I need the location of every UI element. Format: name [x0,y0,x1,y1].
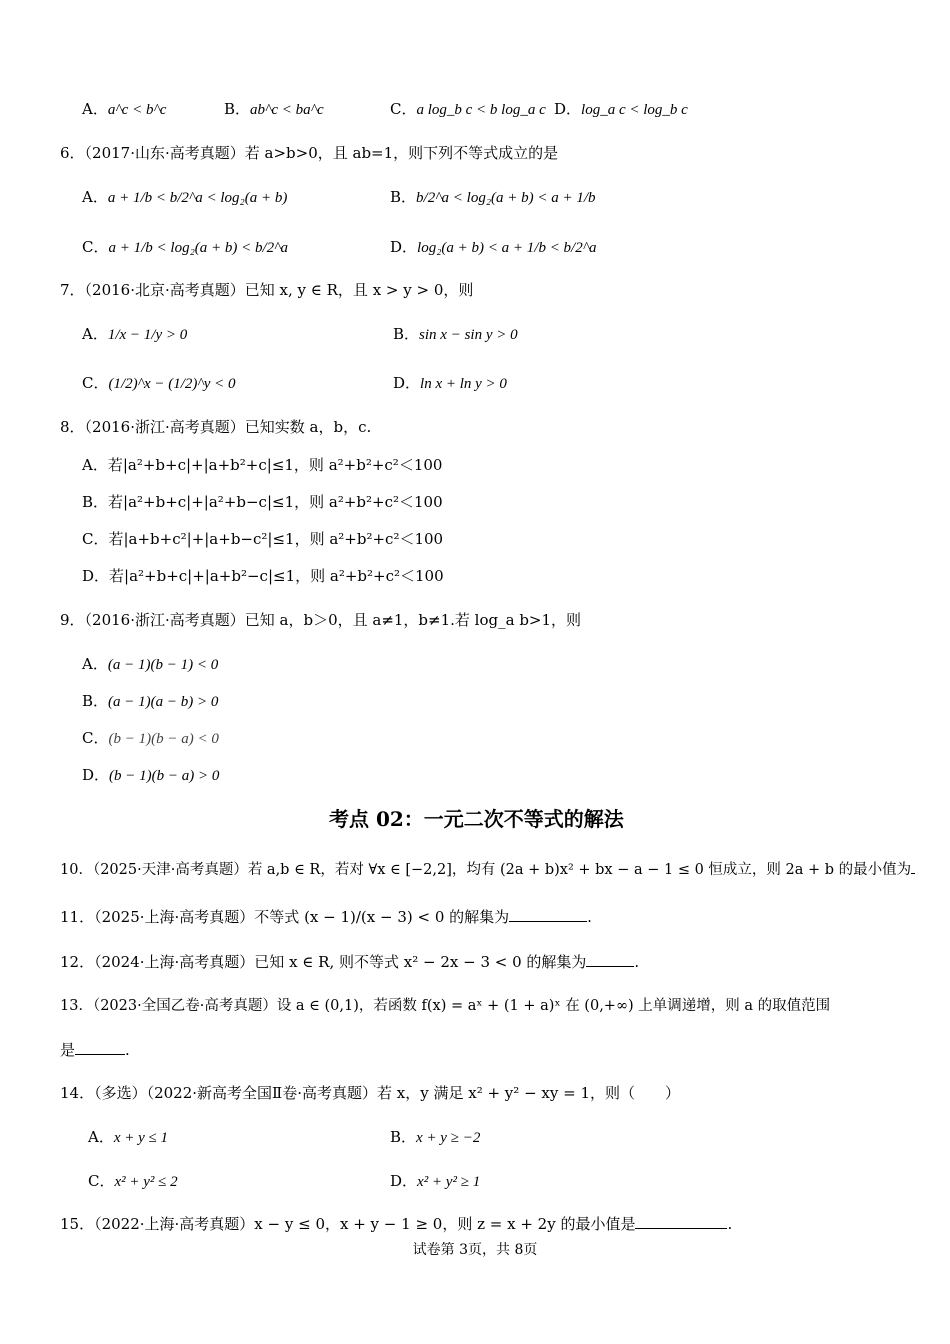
page-footer: 试卷第 3页，共 8页 [412,1242,538,1258]
q5-option-a: A．a^c < b^c [82,100,167,118]
q6-option-c: C．a + 1/b < log₂(a + b) < b/2^a [82,238,289,256]
q13-stem-cont: 是 . [60,1041,130,1059]
q8-option-c: C．若|a+b+c²|+|a+b−c²|≤1，则 a²+b²+c²＜100 [82,530,444,548]
q5-option-d: D．log_a c < log_b c [554,100,688,118]
q7-option-a: A．1/x − 1/y > 0 [82,325,188,343]
q14-option-c: C．x² + y² ≤ 2 [88,1172,178,1190]
q12-stem: 12．（2024·上海·高考真题）已知 x ∈ R, 则不等式 x² − 2x − 3 < 0 的解集为 . [60,953,640,971]
q14-option-b: B．x + y ≥ −2 [390,1128,481,1146]
q9-option-a: A．(a − 1)(b − 1) < 0 [82,655,219,673]
q10-answer-blank[interactable] [911,859,915,874]
section-title: 考点 02：一元二次不等式的解法 [329,807,624,831]
q6-stem: 6．（2017·山东·高考真题）若 a>b>0，且 ab=1，则下列不等式成立的是 [60,144,559,162]
q7-option-b: B．sin x − sin y > 0 [393,325,518,343]
q13-stem: 13．（2023·全国乙卷·高考真题）设 a ∈ (0,1)，若函数 f(x) = aˣ + (1 + a)ˣ 在 (0,+∞) 上单调递增，则 a 的取值范围 [60,998,831,1014]
q15-stem: 15．（2022·上海·高考真题）x − y ≤ 0，x + y − 1 ≥ 0，则 z = x + 2y 的最小值是 . [60,1215,733,1233]
q7-stem: 7．（2016·北京·高考真题）已知 x, y ∈ R，且 x > y > 0，则 [60,281,474,299]
q14-stem: 14．（多选）（2022·新高考全国Ⅱ卷·高考真题）若 x，y 满足 x² + y² − xy = 1，则（ ） [60,1084,680,1102]
q14-option-a: A．x + y ≤ 1 [88,1128,169,1146]
q12-answer-blank[interactable] [586,952,634,967]
q5-option-b: B．ab^c < ba^c [224,100,324,118]
q9-stem: 9．（2016·浙江·高考真题）已知 a，b＞0，且 a≠1，b≠1.若 log_a b>1，则 [60,611,582,629]
q7-option-d: D．ln x + ln y > 0 [393,374,507,392]
q8-option-a: A．若|a²+b+c|+|a+b²+c|≤1，则 a²+b²+c²＜100 [82,456,443,474]
q11-stem: 11．（2025·上海·高考真题）不等式 (x − 1)/(x − 3) < 0 的解集为 . [60,908,592,926]
q13-answer-blank[interactable] [75,1040,125,1055]
q9-option-d: D．(b − 1)(b − a) > 0 [82,766,220,784]
q10-stem: 10．（2025·天津·高考真题）若 a,b ∈ R，若对 ∀x ∈ [−2,2]，均有 (2a + b)x² + bx − a − 1 ≤ 0 恒成立，则 2a + b 的最小值为 [60,859,915,880]
q6-option-a: A．a + 1/b < b/2^a < log₂(a + b) [82,188,288,206]
q6-option-b: B．b/2^a < log₂(a + b) < a + 1/b [390,188,596,206]
q8-option-b: B．若|a²+b+c|+|a²+b−c|≤1，则 a²+b²+c²＜100 [82,493,443,511]
q8-option-d: D．若|a²+b+c|+|a+b²−c|≤1，则 a²+b²+c²＜100 [82,567,444,585]
q6-option-d: D．log₂(a + b) < a + 1/b < b/2^a [390,238,597,256]
q9-option-c: C．(b − 1)(b − a) < 0 [82,729,219,747]
q14-option-d: D．x² + y² ≥ 1 [390,1172,481,1190]
q7-option-c: C．(1/2)^x − (1/2)^y < 0 [82,374,236,392]
q5-option-c: C．a log_b c < b log_a c [390,100,546,118]
q8-stem: 8．（2016·浙江·高考真题）已知实数 a，b，c. [60,418,372,436]
q15-answer-blank[interactable] [635,1214,727,1229]
q11-answer-blank[interactable] [509,907,587,922]
q9-option-b: B．(a − 1)(a − b) > 0 [82,692,219,710]
